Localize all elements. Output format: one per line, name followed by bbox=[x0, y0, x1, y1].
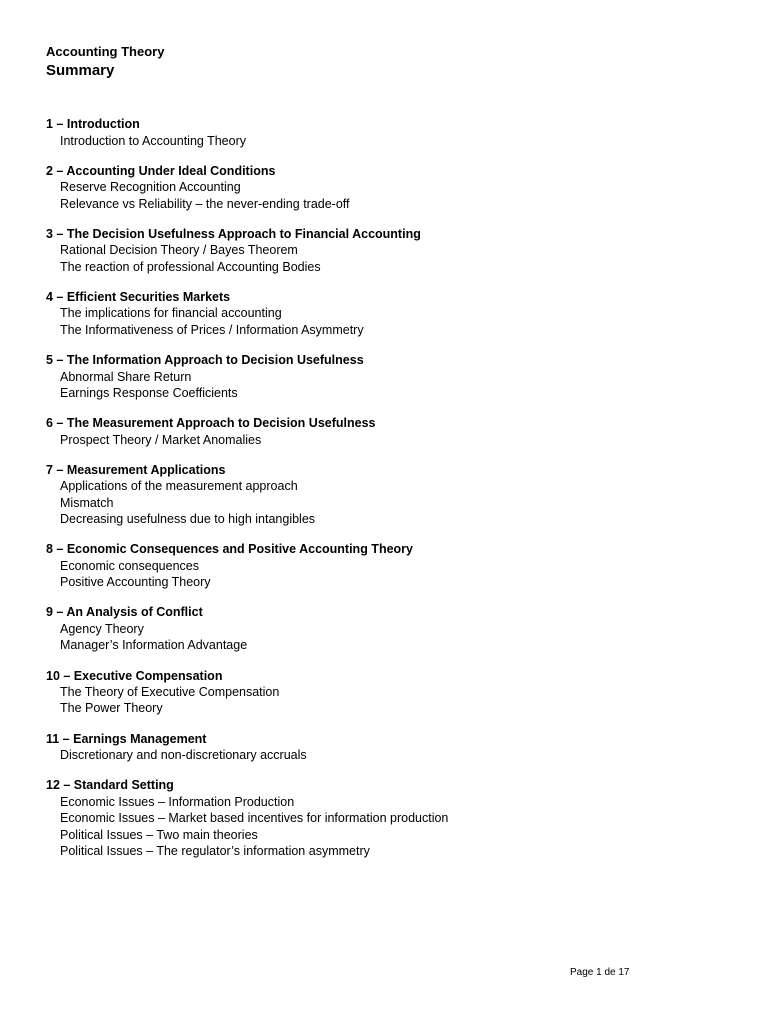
summary-section bbox=[46, 415, 726, 448]
document-title: Accounting Theory bbox=[46, 44, 165, 59]
section-heading: 10 – Executive Compensation bbox=[46, 668, 223, 683]
section-item: Discretionary and non-discretionary accruals bbox=[60, 748, 307, 763]
section-item: The implications for financial accounting bbox=[60, 306, 282, 321]
section-item: Relevance vs Reliability – the never-ending trade-off bbox=[60, 196, 350, 211]
section-item: Earnings Response Coefficients bbox=[60, 385, 238, 400]
summary-section bbox=[46, 777, 726, 859]
section-item: Political Issues – Two main theories bbox=[60, 827, 258, 842]
section-heading: 6 – The Measurement Approach to Decision Usefulness bbox=[46, 416, 376, 431]
section-item: Introduction to Accounting Theory bbox=[60, 133, 246, 148]
summary-section bbox=[46, 352, 726, 401]
section-item: Applications of the measurement approach bbox=[60, 479, 298, 494]
section-heading: 2 – Accounting Under Ideal Conditions bbox=[46, 163, 276, 178]
section-item: Prospect Theory / Market Anomalies bbox=[60, 432, 262, 447]
section-item-list bbox=[46, 794, 726, 859]
section-heading: 1 – Introduction bbox=[46, 117, 140, 131]
section-item-list bbox=[46, 432, 726, 448]
section-item: Abnormal Share Return bbox=[60, 369, 192, 384]
section-heading: 9 – An Analysis of Conflict bbox=[46, 605, 203, 620]
section-item: Economic Issues – Information Production bbox=[60, 794, 295, 809]
section-item-list bbox=[46, 369, 726, 402]
summary-section bbox=[46, 668, 726, 717]
section-item-list bbox=[46, 242, 726, 275]
section-item: The Power Theory bbox=[60, 701, 163, 716]
document-page bbox=[46, 43, 726, 873]
section-heading: 12 – Standard Setting bbox=[46, 778, 174, 793]
section-item: Reserve Recognition Accounting bbox=[60, 180, 241, 195]
document-subtitle: Summary bbox=[46, 62, 115, 79]
summary-section bbox=[46, 541, 726, 590]
section-heading: 8 – Economic Consequences and Positive Accounting Theory bbox=[46, 542, 413, 557]
section-item-list bbox=[46, 478, 726, 527]
section-item: Positive Accounting Theory bbox=[60, 575, 211, 590]
section-item-list bbox=[46, 684, 726, 717]
section-item-list bbox=[46, 621, 726, 654]
section-item-list bbox=[46, 133, 726, 149]
page-number: Page 1 de 17 bbox=[570, 967, 630, 978]
section-item-list bbox=[46, 558, 726, 591]
section-heading: 7 – Measurement Applications bbox=[46, 462, 226, 477]
section-item-list bbox=[46, 747, 726, 763]
summary-section bbox=[46, 226, 726, 275]
section-item: Economic Issues – Market based incentives for information production bbox=[60, 811, 449, 826]
section-item: Agency Theory bbox=[60, 621, 144, 636]
section-item: Manager’s Information Advantage bbox=[60, 638, 248, 653]
section-heading: 5 – The Information Approach to Decision Usefulness bbox=[46, 353, 364, 368]
section-heading: 4 – Efficient Securities Markets bbox=[46, 289, 231, 304]
summary-section bbox=[46, 289, 726, 338]
section-item: Political Issues – The regulator’s information asymmetry bbox=[60, 843, 370, 858]
summary-sections bbox=[46, 116, 726, 859]
section-item: The Theory of Executive Compensation bbox=[60, 685, 280, 700]
summary-section bbox=[46, 462, 726, 527]
summary-section bbox=[46, 163, 726, 212]
section-item: Decreasing usefulness due to high intangibles bbox=[60, 512, 316, 527]
section-heading: 11 – Earnings Management bbox=[46, 731, 207, 746]
section-heading: 3 – The Decision Usefulness Approach to Financial Accounting bbox=[46, 226, 421, 241]
summary-section bbox=[46, 604, 726, 653]
section-item-list bbox=[46, 305, 726, 338]
section-item: Rational Decision Theory / Bayes Theorem bbox=[60, 243, 298, 258]
summary-section bbox=[46, 116, 726, 149]
section-item: Mismatch bbox=[60, 495, 114, 510]
section-item: The reaction of professional Accounting Bodies bbox=[60, 259, 321, 274]
summary-section bbox=[46, 731, 726, 764]
section-item-list bbox=[46, 179, 726, 212]
section-item: Economic consequences bbox=[60, 558, 199, 573]
section-item: The Informativeness of Prices / Information Asymmetry bbox=[60, 322, 364, 337]
